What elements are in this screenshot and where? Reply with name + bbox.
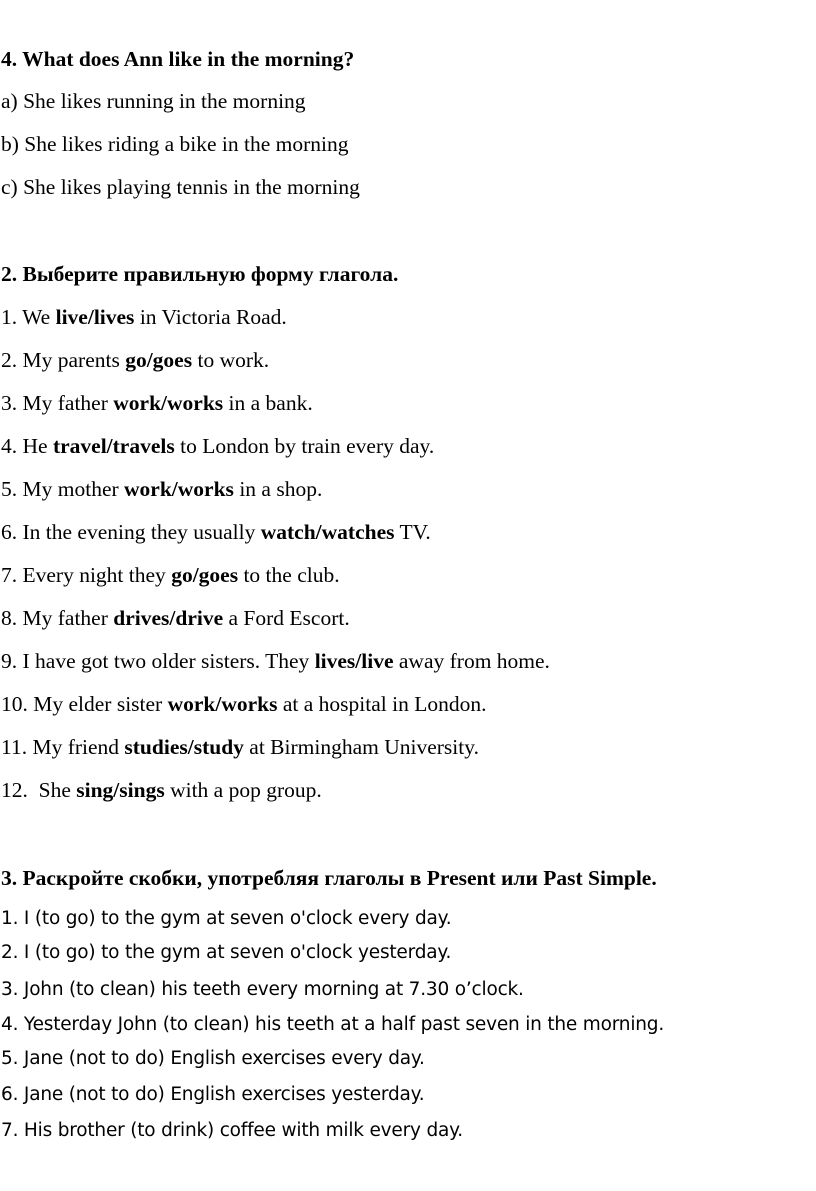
item-text: 6. In the evening they usually: [1, 520, 261, 544]
verb-choice: go/goes: [171, 563, 239, 587]
task-item: 4. Yesterday John (to clean) his teeth at a half past seven in the morning.: [1, 1014, 665, 1035]
exercise-item: [1, 348, 269, 373]
item-text: to the club.: [238, 563, 340, 587]
question-4-title: 4. What does Ann like in the morning?: [1, 47, 355, 71]
verb-choice: go/goes: [125, 348, 193, 372]
option-c: c) She likes playing tennis in the morning: [1, 175, 360, 199]
item-text: 7. Every night they: [1, 563, 172, 587]
exercise-item: [1, 649, 550, 674]
exercise-item: [1, 735, 479, 760]
exercise-item: [1, 606, 350, 631]
item-text: 1. We: [1, 305, 56, 329]
item-text: 11. My friend: [1, 735, 125, 759]
verb-choice: live/lives: [55, 305, 135, 329]
item-text: 9. I have got two older sisters. They: [1, 649, 315, 673]
item-text: 4. He: [1, 434, 53, 458]
exercise-item: [1, 477, 322, 502]
item-text: away from home.: [393, 649, 550, 673]
option-a: a) She likes running in the morning: [1, 89, 306, 113]
section-2-heading: 2. Выберите правильную форму глагола.: [1, 262, 399, 286]
section-3-heading: 3. Раскройте скобки, употребляя глаголы в Present или Past Simple.: [1, 866, 657, 890]
item-text: a Ford Escort.: [223, 606, 350, 630]
task-item: 7. His brother (to drink) coffee with milk every day.: [1, 1120, 463, 1141]
task-item: 1. I (to go) to the gym at seven o'clock every day.: [1, 908, 452, 929]
exercise-item: [1, 520, 431, 545]
item-text: 10. My elder sister: [1, 692, 168, 716]
task-item: 5. Jane (not to do) English exercises every day.: [1, 1048, 425, 1069]
task-item: 3. John (to clean) his teeth every morning at 7.30 o’clock.: [1, 979, 524, 1000]
item-text: in Victoria Road.: [134, 305, 287, 329]
verb-choice: lives/live: [314, 649, 394, 673]
verb-choice: travel/travels: [52, 434, 175, 458]
item-text: 12. She: [1, 778, 77, 802]
item-text: to London by train every day.: [174, 434, 435, 458]
item-text: in a bank.: [223, 391, 313, 415]
exercise-item: [1, 692, 487, 717]
item-text: to work.: [192, 348, 270, 372]
exercise-item: [1, 563, 340, 588]
exercise-item: [1, 778, 322, 803]
verb-choice: work/works: [113, 391, 224, 415]
exercise-item: [1, 434, 434, 459]
verb-choice: work/works: [167, 692, 278, 716]
exercise-item: [1, 305, 287, 330]
item-text: 3. My father: [1, 391, 114, 415]
item-text: at a hospital in London.: [277, 692, 487, 716]
verb-choice: watch/watches: [260, 520, 395, 544]
item-text: in a shop.: [233, 477, 323, 501]
item-text: 5. My mother: [1, 477, 125, 501]
task-item: 2. I (to go) to the gym at seven o'clock yesterday.: [1, 942, 452, 963]
item-text: 2. My parents: [1, 348, 126, 372]
item-text: TV.: [394, 520, 431, 544]
verb-choice: work/works: [124, 477, 234, 501]
option-b: b) She likes riding a bike in the morning: [1, 132, 349, 156]
verb-choice: studies/study: [124, 735, 244, 759]
verb-choice: drives/drive: [113, 606, 224, 630]
verb-choice: sing/sings: [76, 778, 165, 802]
item-text: at Birmingham University.: [243, 735, 479, 759]
item-text: 8. My father: [1, 606, 114, 630]
task-item: 6. Jane (not to do) English exercises yesterday.: [1, 1084, 425, 1105]
item-text: with a pop group.: [164, 778, 322, 802]
exercise-item: [1, 391, 313, 416]
